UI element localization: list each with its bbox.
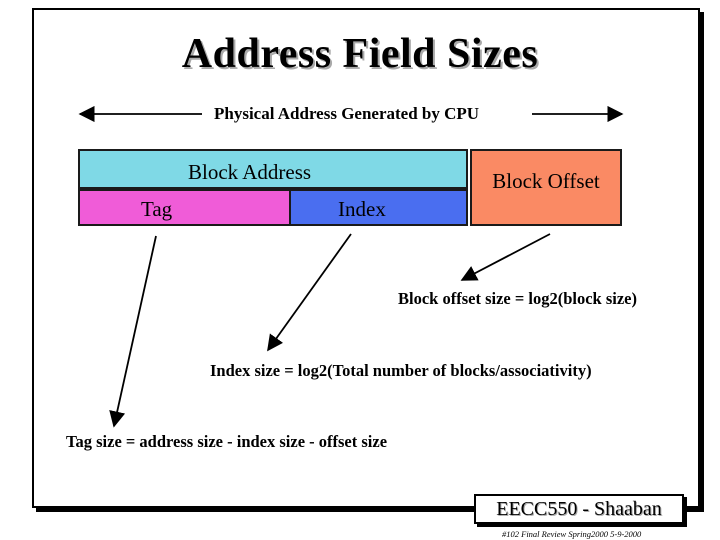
tag-arrow [114,236,156,426]
block-address-label: Block Address [188,160,312,184]
subtitle: Physical Address Generated by CPU [214,104,480,123]
index-label: Index [338,197,386,221]
index-arrow [268,234,351,350]
slide-title: Address Field Sizes [181,31,539,77]
index-formula: Index size = log2(Total number of blocks/associativity) [210,361,592,380]
offset-arrow [462,234,550,280]
tag-field [78,189,291,226]
block-offset-formula: Block offset size = log2(block size) [398,289,637,308]
tag-label: Tag [141,197,173,221]
course-badge: EECC550 - Shaaban [474,494,684,524]
block-offset-label: Block Offset [492,169,600,193]
footer-note: #102 Final Review Spring2000 5-9-2000 [502,529,642,539]
tag-formula: Tag size = address size - index size - offset size [66,432,388,451]
